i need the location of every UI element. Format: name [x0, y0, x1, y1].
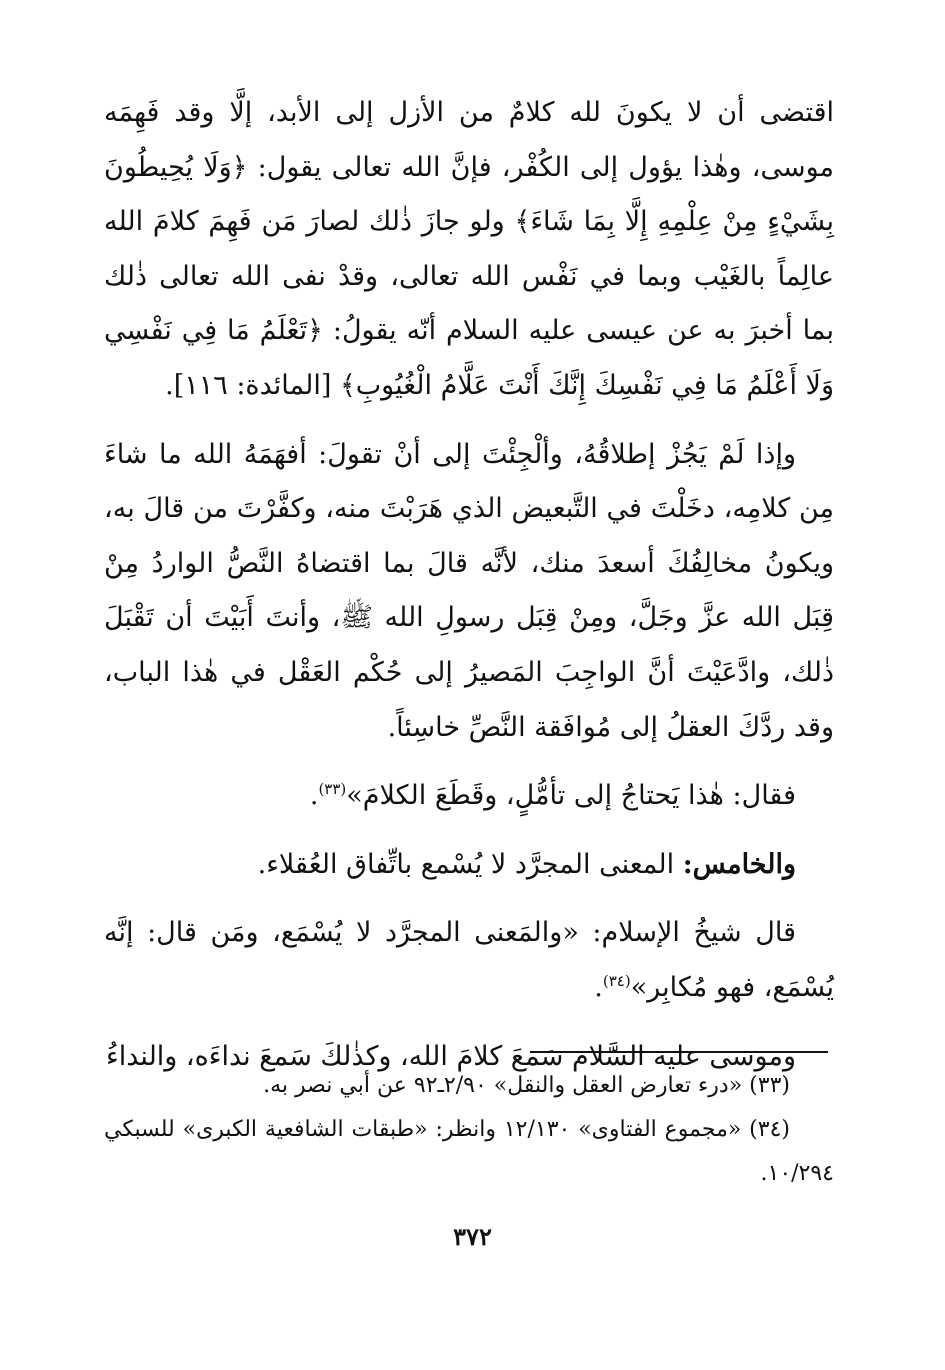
paragraph-4	[104, 838, 834, 893]
paragraph-5-end: .	[594, 971, 603, 1003]
footnote-ref-34: (٣٤)	[602, 971, 631, 990]
paragraph-4-text: المعنى المجرَّد لا يُسْمع باتِّفاق العُقلاء.	[257, 848, 683, 880]
footnote-ref-33: (٣٣)	[318, 780, 347, 799]
footnotes	[104, 1064, 834, 1196]
paragraph-6: وموسى عليه السَّلام سَمعَ كلامَ الله، وكذٰلكَ سَمعَ نداءَه، والنداءُ	[106, 1040, 796, 1072]
paragraph-2: وإذا لَمْ يَجُزْ إطلاقُهُ، وألْجِئْتَ إلى أنْ تقولَ: أفهَمَهُ الله ما شاءَ مِن كلامِه، دخَلْتَ في التَّبعيض الذي هَرَبْتَ منه، وكفَّرْتَ من قالَ به، ويكونُ مخالِفُكَ أسعدَ منك، لأنَّه قالَ بما اقتضاهُ النَّصُّ الواردُ مِنْ قِبَل الله عزَّ وجَلَّ، ومِنْ قِبَل رسولِ الله ﷺ، وأنتَ أَبَيْتَ أن تَقْبَلَ ذٰلك، وادَّعَيْتَ أنَّ الواجِبَ المَصيرُ إلى حُكْم العَقْل في هٰذا الباب، وقد ردَّكَ العقلُ إلى مُوافَقة النَّصِّ خاسِئاً.	[104, 438, 834, 743]
paragraph-3-end: .	[309, 780, 319, 812]
main-text	[104, 86, 834, 1084]
paragraph-3-text: فقال: هٰذا يَحتاجُ إلى تأمُّلٍ، وقَطَعَ الكلامَ»	[346, 780, 796, 812]
footnote-33: (٣٣) «درء تعارض العقل والنقل» ٢/٩٠ـ٩٢ عن أبي نصر به.	[263, 1073, 790, 1098]
footnote-34: (٣٤) «مجموع الفتاوى» ١٢/١٣٠ وانظر: «طبقات الشافعية الكبرى» للسبكي ١٠/٢٩٤.	[104, 1117, 834, 1186]
paragraph-4-label: والخامس:	[682, 848, 796, 880]
paragraph-3	[104, 769, 834, 824]
paragraph-5	[104, 906, 834, 1015]
page-number: ٣٧٢	[453, 1222, 492, 1251]
paragraph-5-text: قال شيخُ الإسلام: «والمَعنى المجرَّد لا يُسْمَع، ومَن قال: إنَّه يُسْمَع، فهو مُكابِر»	[104, 917, 834, 1003]
paragraph-1: اقتضى أن لا يكونَ لله كلامٌ من الأزل إلى الأبد، إلَّا وقد فَهِمَه موسى، وهٰذا يؤول إلى الكُفْر، فإنَّ الله تعالى يقول: ﴿وَلَا يُحِيطُونَ بِشَيْءٍ مِنْ عِلْمِهِ إِلَّا بِمَا شَاءَ﴾ ولو جازَ ذٰلك لصارَ مَن فَهِمَ كلامَ الله عالِماً بالغَيْب وبما في نَفْس الله تعالى، وقدْ نفى الله تعالى ذٰلك بما أخبرَ به عن عيسى عليه السلام أنّه يقولُ: ﴿تَعْلَمُ مَا فِي نَفْسِي وَلَا أَعْلَمُ مَا فِي نَفْسِكَ إِنَّكَ أَنْتَ عَلَّامُ الْغُيُوبِ﴾ [المائدة: ١١٦].	[104, 97, 834, 401]
footnote-divider	[530, 1051, 828, 1053]
